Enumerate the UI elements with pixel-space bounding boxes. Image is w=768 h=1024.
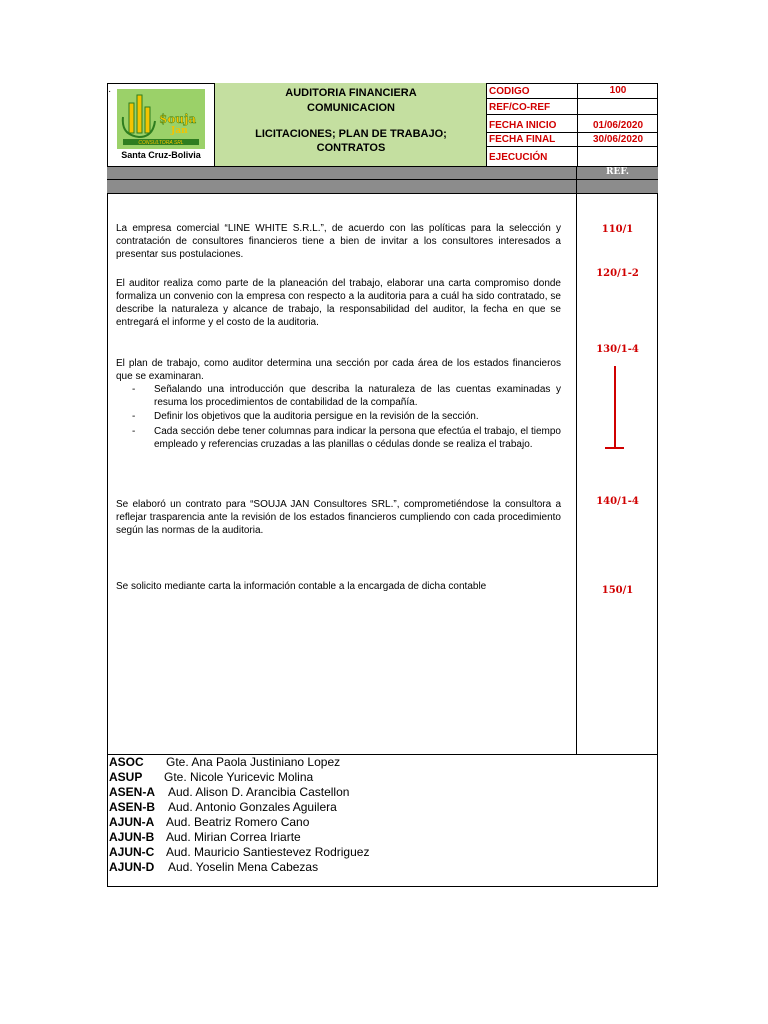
fecha-inicio-value: 01/06/2020 <box>577 116 658 133</box>
team-member <box>109 800 337 815</box>
team-member <box>109 755 340 770</box>
bullet-text: Cada sección debe tener columnas para indicar la persona que efectúa el trabajo, el tiempo empleado y referencias cruzadas a las planillas o cédulas donde se realiza el trabajo. <box>154 426 561 450</box>
team-member <box>109 770 313 785</box>
paragraph-engagement-letter: El auditor realiza como parte de la planeación del trabajo, elaborar una carta compromiso donde formaliza un convenio con la empresa con respecto a la auditoria para a cuál ha sido contratado, se describe la naturaleza y alcance de trabajo, la responsabilidad del auditor, la fecha en que se entregará el informe y el costo de la auditoria. <box>116 278 561 328</box>
svg-text:$ouja: $ouja <box>159 112 197 126</box>
title-line-1: AUDITORIA FINANCIERA <box>285 87 417 99</box>
document-title <box>215 86 487 116</box>
paragraph-work-plan: El plan de trabajo, como auditor determina una sección por cada área de los estados financieros que se examinaran. <box>116 358 561 382</box>
ref-column-header: REF. <box>606 167 629 177</box>
team-code: AJUN-C <box>109 845 155 859</box>
team-member <box>109 815 309 830</box>
company-logo <box>117 89 205 149</box>
list-item <box>132 425 561 451</box>
team-member <box>109 785 349 800</box>
team-name: Aud. Yoselin Mena Cabezas <box>168 860 319 874</box>
paragraph-contract: Se elaboró un contrato para “SOUJA JAN Consultores SRL.”, comprometiéndose la consultora a reflejar trasparencia ante la revisión de los estados financieros cumpliendo con cada procedimiento según las normas de la auditoria. <box>116 499 561 536</box>
reference-bracket-foot <box>605 447 624 449</box>
reference-mark: 150/1 <box>601 585 634 596</box>
team-code: AJUN-A <box>109 815 155 829</box>
team-name: Aud. Mauricio Santiestevez Rodriguez <box>166 845 370 859</box>
bullet-marker: - <box>132 384 136 395</box>
document-subtitle <box>215 127 487 155</box>
team-code: ASEN-A <box>109 785 156 799</box>
subtitle-line-2: CONTRATOS <box>316 142 386 154</box>
fecha-final-value: 30/06/2020 <box>577 133 658 147</box>
ejecucion-label: EJECUCIÓN <box>489 152 548 163</box>
fecha-inicio-label: FECHA INICIO <box>489 120 557 131</box>
team-member <box>109 845 369 860</box>
codigo-label: CODIGO <box>489 86 530 97</box>
list-item <box>132 410 561 423</box>
list-item <box>132 383 561 409</box>
codigo-value: 100 <box>577 83 658 99</box>
team-name: Aud. Mirian Correa Iriarte <box>166 830 301 844</box>
bullet-marker: - <box>132 426 136 437</box>
paragraph-information-request: Se solicito mediante carta la información contable a la encargada de dicha contable <box>116 581 487 592</box>
team-code: ASUP <box>109 770 143 784</box>
bullet-text: Señalando una introducción que describa la naturaleza de las cuentas examinadas y resuma los procedimientos de contabilidad de la compañía. <box>154 384 561 408</box>
team-name: Aud. Alison D. Arancibia Castellon <box>168 785 350 799</box>
team-name: Gte. Ana Paola Justiniano Lopez <box>166 755 341 769</box>
title-line-2: COMUNICACION <box>307 102 395 114</box>
team-code: ASOC <box>109 755 144 769</box>
reference-bracket <box>614 366 616 448</box>
company-location: Santa Cruz-Bolivia <box>121 150 201 160</box>
corner-marker: · <box>108 86 112 97</box>
team-member <box>109 830 301 845</box>
bullet-marker: - <box>132 411 136 422</box>
reference-mark: 120/1-2 <box>596 268 639 279</box>
reference-mark: 140/1-4 <box>596 496 639 507</box>
team-name: Gte. Nicole Yuricevic Molina <box>164 770 314 784</box>
paragraph-invitation: La empresa comercial “LINE WHITE S.R.L.”, de acuerdo con las políticas para la selección y contratación de consultores financieros tiene a bien de invitar a los consultores interesados a presentar sus postulaciones. <box>116 223 561 260</box>
team-code: AJUN-D <box>109 860 155 874</box>
ref-coref-value <box>577 99 658 116</box>
team-code: AJUN-B <box>109 830 155 844</box>
team-name: Aud. Beatriz Romero Cano <box>166 815 310 829</box>
reference-mark: 130/1-4 <box>596 344 639 355</box>
svg-text:CONSULTORA SRL: CONSULTORA SRL <box>138 140 184 146</box>
team-code: ASEN-B <box>109 800 156 814</box>
ref-column-divider <box>576 166 577 754</box>
ref-coref-label: REF/CO-REF <box>489 102 551 113</box>
team-member <box>109 860 318 875</box>
bullet-text: Definir los objetivos que la auditoria persigue en la revisión de la sección. <box>154 411 479 422</box>
team-name: Aud. Antonio Gonzales Aguilera <box>168 800 337 814</box>
fecha-final-label: FECHA FINAL <box>489 134 556 145</box>
svg-text:Jan: Jan <box>171 126 188 136</box>
reference-mark: 110/1 <box>601 224 634 235</box>
subtitle-line-1: LICITACIONES; PLAN DE TRABAJO; <box>255 128 447 140</box>
ejecucion-value <box>577 147 658 166</box>
